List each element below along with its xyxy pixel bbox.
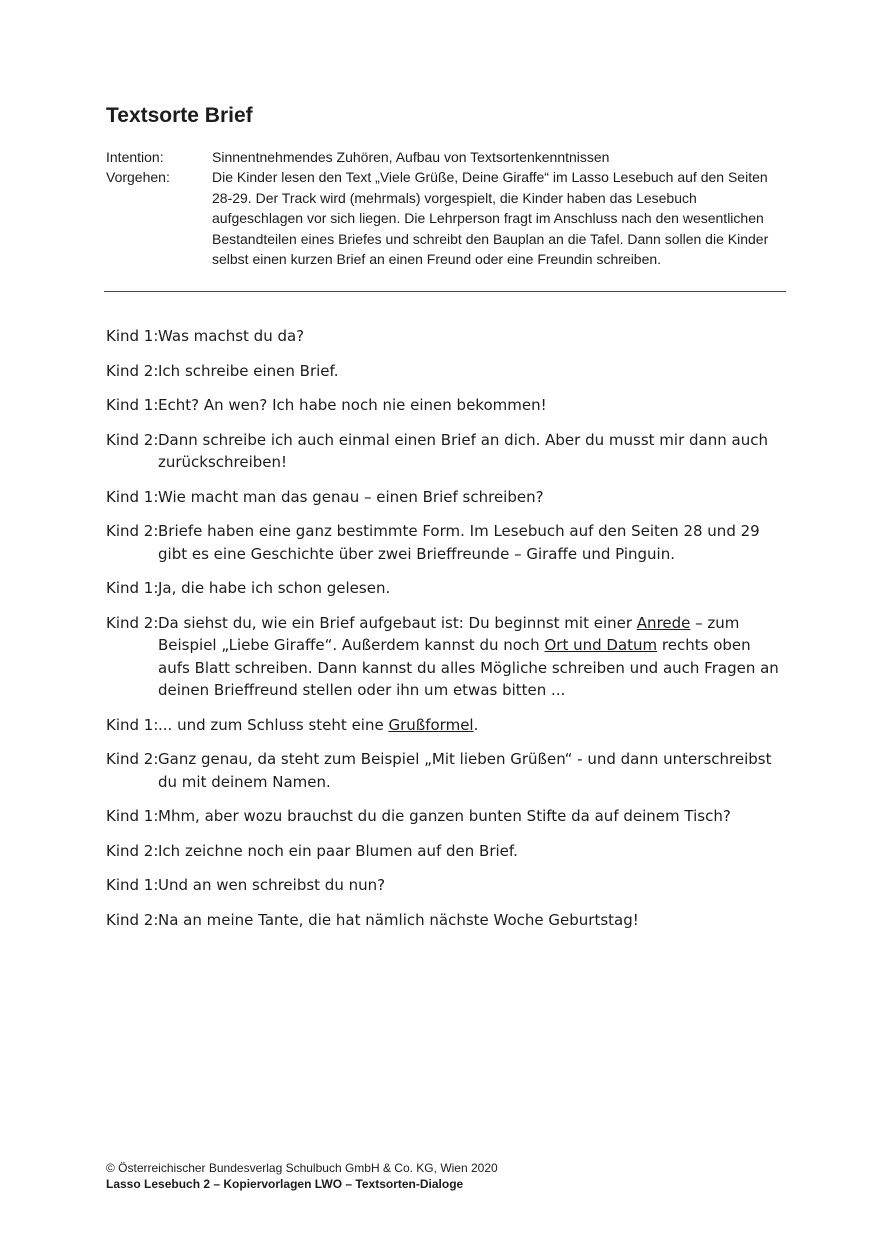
- dialogue-line: [106, 577, 786, 600]
- vorgehen-text: Die Kinder lesen den Text „Viele Grüße, Deine Giraffe“ im Lasso Lesebuch auf den Seiten 28-29. Der Track wird (mehrmals) vorgespielt, die Kinder haben das Lesebuch aufgeschlagen vor sich liegen. Die Lehrperson fragt im Anschluss nach den wesentlichen Bestandteilen eines Briefes und schreibt den Bauplan an die Tafel. Dann sollen die Kinder selbst einen kurzen Brief an einen Freund oder eine Freundin schreiben.: [212, 169, 769, 268]
- speaker-label: Kind 1:: [106, 807, 159, 825]
- speech-text: Ganz genau, da steht zum Beispiel „Mit lieben Grüßen“ - und dann unterschreibst du mit deinem Namen.: [158, 750, 772, 791]
- meta-block: [106, 147, 786, 269]
- speech-segment: rechts oben aufs Blatt schreiben. Dann kannst du alles Mögliche schreiben und auch Fragen an deinen Brieffreund stellen oder ihn um etwas bitten ...: [158, 636, 779, 699]
- speaker-label: Kind 1:: [106, 327, 159, 345]
- speech-text: Ja, die habe ich schon gelesen.: [158, 579, 391, 597]
- speaker-label: Kind 2:: [106, 522, 159, 540]
- dialogue-line: [106, 612, 786, 702]
- speech-text: Echt? An wen? Ich habe noch nie einen bekommen!: [158, 396, 547, 414]
- speech-segment: ... und zum Schluss steht eine: [158, 715, 389, 734]
- page-title: Textsorte Brief: [106, 104, 253, 127]
- speech-text: Ich zeichne noch ein paar Blumen auf den Brief.: [158, 841, 518, 860]
- dialogue-line: [106, 805, 786, 828]
- speaker-label: Kind 2:: [106, 613, 159, 632]
- footer: [106, 1160, 498, 1192]
- series-title: Lasso Lesebuch 2 – Kopiervorlagen LWO – Textsorten-Dialoge: [106, 1177, 464, 1191]
- dialogue-line: [106, 840, 786, 863]
- keyword-grussformel: Grußformel: [388, 715, 474, 734]
- dialogue-line: [106, 874, 786, 897]
- intention-text: Sinnentnehmendes Zuhören, Aufbau von Textsortenkenntnissen: [212, 149, 610, 165]
- copyright-notice: © Österreichischer Bundesverlag Schulbuch GmbH & Co. KG, Wien 2020: [106, 1161, 498, 1175]
- dialogue-line: [106, 486, 786, 509]
- dialogue-line: [106, 429, 786, 474]
- speaker-label: Kind 2:: [106, 910, 159, 929]
- speech-text: Was machst du da?: [158, 327, 305, 345]
- speech-segment: – zum Beispiel „Liebe Giraffe“. Außerdem kannst du noch: [158, 613, 740, 654]
- intention-label: Intention:: [106, 149, 164, 165]
- speaker-label: Kind 1:: [106, 487, 159, 506]
- dialogue: [106, 325, 786, 943]
- dialogue-line: [106, 394, 786, 417]
- speech-text: [158, 612, 786, 702]
- dialogue-line: [106, 325, 786, 348]
- speech-segment: .: [473, 715, 479, 734]
- dialogue-line: [106, 909, 786, 932]
- keyword-anrede: Anrede: [636, 613, 691, 632]
- dialogue-line: [106, 360, 786, 383]
- speech-text: [158, 714, 786, 737]
- meta-intention: [106, 147, 786, 167]
- speaker-label: Kind 2:: [106, 361, 159, 380]
- speaker-label: Kind 1:: [106, 579, 159, 597]
- divider: [104, 291, 786, 292]
- meta-vorgehen: [106, 167, 786, 269]
- vorgehen-label: Vorgehen:: [106, 169, 170, 186]
- speech-text: Und an wen schreibst du nun?: [158, 876, 386, 894]
- speaker-label: Kind 1:: [106, 715, 159, 734]
- speech-text: Wie macht man das genau – einen Brief schreiben?: [158, 487, 544, 506]
- speaker-label: Kind 2:: [106, 750, 159, 768]
- speech-text: Mhm, aber wozu brauchst du die ganzen bunten Stifte da auf deinem Tisch?: [158, 807, 731, 825]
- speaker-label: Kind 1:: [106, 396, 159, 414]
- speech-text: Na an meine Tante, die hat nämlich nächste Woche Geburtstag!: [158, 910, 639, 929]
- speaker-label: Kind 2:: [106, 430, 159, 449]
- speaker-label: Kind 2:: [106, 841, 159, 860]
- speaker-label: Kind 1:: [106, 876, 159, 894]
- keyword-ort-und-datum: Ort und Datum: [544, 636, 658, 654]
- speech-segment: Da siehst du, wie ein Brief aufgebaut ist: Du beginnst mit einer: [158, 613, 637, 632]
- dialogue-line: [106, 714, 786, 737]
- dialogue-line: [106, 748, 786, 793]
- speech-text: Briefe haben eine ganz bestimmte Form. Im Lesebuch auf den Seiten 28 und 29 gibt es eine Geschichte über zwei Brieffreunde – Giraffe und Pinguin.: [158, 522, 760, 563]
- speech-text: Dann schreibe ich auch einmal einen Brief an dich. Aber du musst mir dann auch zurückschreiben!: [158, 430, 768, 471]
- dialogue-line: [106, 520, 786, 565]
- speech-text: Ich schreibe einen Brief.: [158, 361, 339, 380]
